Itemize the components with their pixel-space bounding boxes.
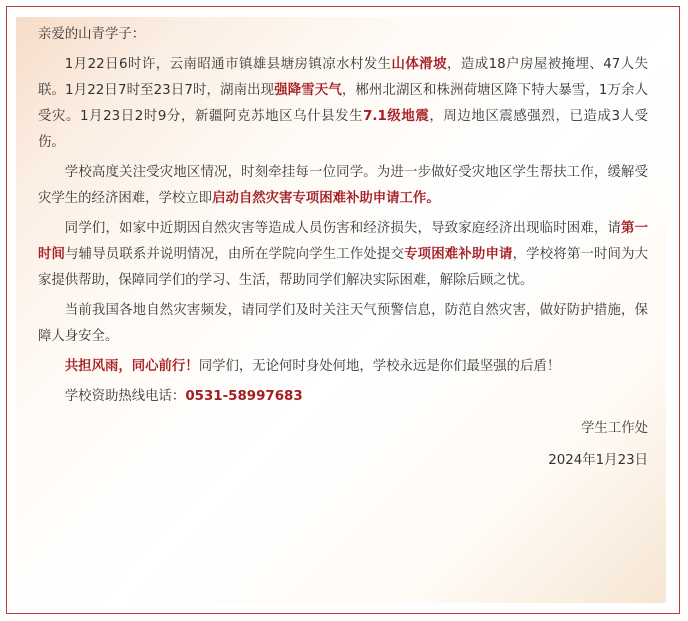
highlight-snowstorm: 强降雪天气 — [274, 83, 342, 98]
p1-text-2: ，造成18户房屋被掩埋、47人失联。1月22日7时至23日7时，湖南出现 — [38, 57, 649, 98]
p3-text-3: ，学校将第一时间为大家提供帮助，保障同学们的学习、生活，帮助同学们解决实际困难，解除后顾之忧。 — [38, 247, 649, 288]
paragraph-disasters — [38, 52, 648, 156]
p2-text-1: 学校高度关注受灾地区情况，时刻牵挂每一位同学。为进一步做好受灾地区学生帮扶工作，缓解受灾学生的经济困难，学校立即 — [38, 165, 648, 206]
highlight-earthquake: 7.1级地震 — [363, 109, 430, 124]
p1-text-1: 1月22日6时许，云南昭通市镇雄县塘房镇凉水村发生 — [64, 57, 392, 72]
highlight-slogan: 共担风雨，同心前行！ — [64, 359, 199, 374]
p5-text-1: 同学们，无论何时身处何地，学校永远是你们最坚强的后盾！ — [198, 359, 561, 374]
highlight-landslide: 山体滑坡 — [391, 57, 448, 72]
p1-text-4: ，周边地区震感强烈，已造成3人受伤。 — [38, 109, 648, 150]
p1-text-3: ，郴州北湖区和株洲荷塘区降下特大暴雪，1万余人受灾。1月23日2时9分，新疆阿克苏地区乌什县发生 — [38, 83, 649, 124]
highlight-first-time: 第一时间 — [38, 221, 649, 262]
paragraph-safety: 当前我国各地自然灾害频发，请同学们及时关注天气预警信息，防范自然灾害，做好防护措施，保障人身安全。 — [38, 303, 648, 344]
paragraph-support — [38, 354, 648, 380]
hotline-line — [38, 384, 648, 410]
letter-date: 2024年1月23日 — [548, 453, 648, 468]
paragraph-apply-instructions — [38, 216, 648, 294]
hotline-label: 学校资助热线电话： — [64, 389, 186, 404]
p3-text-2: 与辅导员联系并说明情况，由所在学院向学生工作处提交 — [65, 247, 405, 262]
signature: 学生工作处 — [581, 421, 648, 436]
highlight-subsidy-application: 专项困难补助申请 — [404, 247, 513, 262]
letter-content — [38, 22, 648, 474]
hotline-number: 0531-58997683 — [185, 389, 303, 404]
paragraph-school-concern — [38, 160, 648, 212]
p3-text-1: 同学们，如家中近期因自然灾害等造成人员伤害和经济损失，导致家庭经济出现临时困难，请 — [64, 221, 622, 236]
highlight-subsidy-launch: 启动自然灾害专项困难补助申请工作。 — [212, 191, 440, 206]
greeting: 亲爱的山青学子： — [38, 27, 146, 42]
